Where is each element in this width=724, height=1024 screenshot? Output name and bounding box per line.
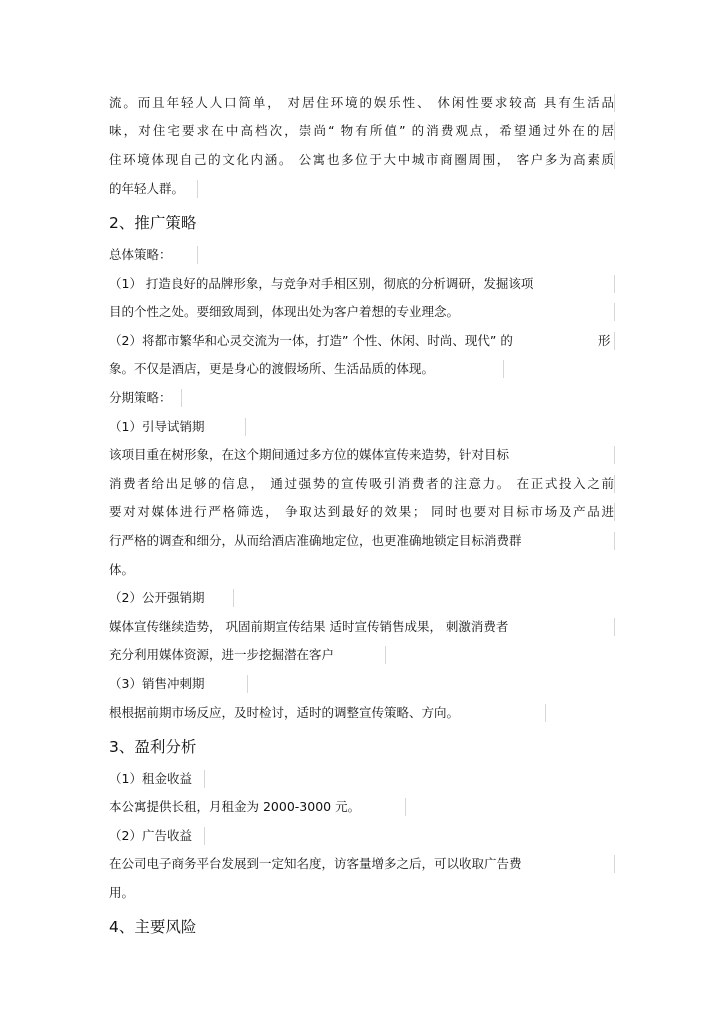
paragraph-line: 的年轻人群。	[109, 180, 198, 198]
phase-title: （3）销售冲刺期	[109, 675, 248, 693]
paragraph-line: 行严格的调查和细分，从而给酒店准确地定位，也更准确地锁定目标消费群	[109, 532, 615, 550]
paragraph-line: 流。而且年轻人人口简单， 对居住环境的娱乐性、 休闲性要求较高 具有生活品	[109, 95, 614, 110]
section-heading: 2、推广策略	[109, 214, 197, 232]
item-title: （2）广告收益	[109, 827, 205, 845]
paragraph-line: 媒体宣传继续造势， 巩固前期宣传结果 适时宣传销售成果， 刺激消费者	[109, 618, 615, 636]
paragraph-line: 要对对媒体进行严格筛选， 争取达到最好的效果； 同时也要对目标市场及产品进	[109, 504, 614, 519]
phase-title: （2）公开强销期	[109, 589, 234, 607]
paragraph-line: 象。不仅是酒店，更是身心的渡假场所、生活品质的体现。	[109, 360, 504, 378]
paragraph-line: 用。	[109, 885, 135, 900]
phase-title: （1）引导试销期	[109, 418, 246, 436]
paragraph-line: 根根据前期市场反应，及时检讨，适时的调整宣传策略、方向。	[109, 704, 546, 722]
paragraph-line: 充分利用媒体资源，进一步挖掘潜在客户	[109, 646, 386, 664]
subheading: 总体策略：	[109, 246, 198, 264]
item-title: （1）租金收益	[109, 770, 205, 788]
section-heading: 3、盈利分析	[109, 738, 197, 756]
paragraph-line: 在公司电子商务平台发展到一定知名度，访客量增多之后，可以收取广告费	[109, 855, 615, 873]
paragraph-line: 住环境体现自己的文化内涵。 公寓也多位于大中城市商圈周围， 客户多为高素质	[109, 152, 614, 167]
paragraph-line: 味，对住宅要求在中高档次，崇尚“ 物有所值” 的消费观点，希望通过外在的居	[109, 123, 614, 138]
paragraph-line: 体。	[109, 562, 135, 577]
paragraph-line: 消费者给出足够的信息， 通过强势的宣传吸引消费者的注意力。 在正式投入之前	[109, 476, 614, 491]
subheading: 分期策略：	[109, 389, 182, 407]
paragraph-line: （2）将都市繁华和心灵交流为一体，打造” 个性、休闲、时尚、现代” 的	[109, 333, 513, 348]
paragraph-line: 目的个性之处。要细致周到，体现出处为客户着想的专业理念。	[109, 303, 615, 321]
paragraph-line: 该项目重在树形象，在这个期间通过多方位的媒体宣传来造势，针对目标	[109, 446, 615, 464]
paragraph-line: （1） 打造良好的品牌形象，与竞争对手相区别，彻底的分析调研，发掘该项	[109, 275, 615, 293]
section-heading: 4、主要风险	[109, 918, 197, 936]
paragraph-line: 本公寓提供长租，月租金为 2000-3000 元。	[109, 798, 406, 816]
paragraph-line-end: 形	[598, 332, 615, 350]
